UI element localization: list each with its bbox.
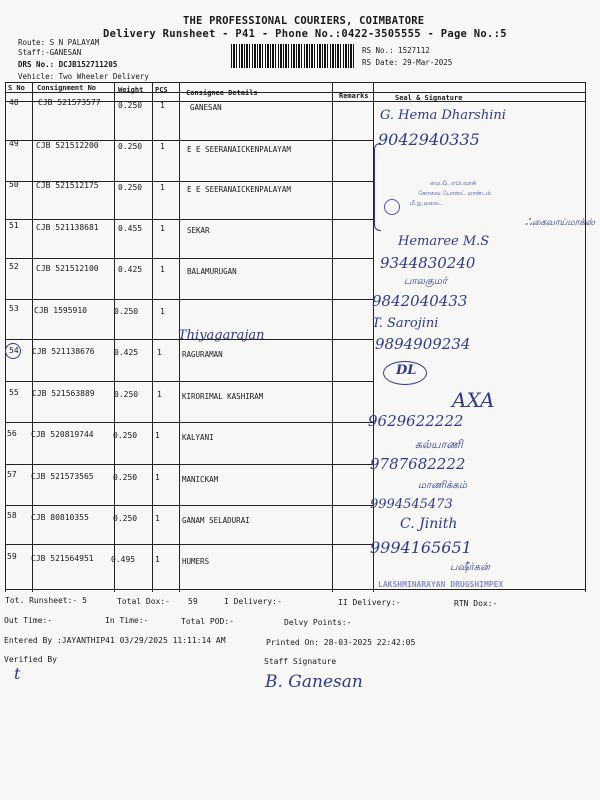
row-pcs: 1 bbox=[160, 101, 165, 110]
row-consignee: GANESAN bbox=[190, 103, 222, 112]
row-sno: 52 bbox=[9, 262, 19, 271]
row-consignment: CJB 521512175 bbox=[36, 181, 99, 190]
tot-runsheet: Tot. Runsheet:- 5 bbox=[5, 596, 87, 605]
row-consignee: SEKAR bbox=[187, 226, 210, 235]
bracket-mark bbox=[374, 143, 381, 231]
row-consignment: CJB 521564951 bbox=[31, 554, 94, 563]
entered-by: Entered By :JAYANTHIP41 03/29/2025 11:11:14 AM bbox=[4, 636, 226, 645]
row-sno: 59 bbox=[7, 552, 17, 561]
signature-56-phone: 9787682222 bbox=[370, 455, 466, 473]
row-consignee: E E SEERANAICKENPALAYAM bbox=[187, 185, 291, 194]
row-pcs: 1 bbox=[155, 473, 160, 482]
row-consignee: GANAM SELADURAI bbox=[182, 516, 250, 525]
row-consignment: CJB 521563889 bbox=[32, 389, 95, 398]
signature-58-phone: 9994165651 bbox=[370, 538, 472, 557]
row-consignment: CJB 521573577 bbox=[38, 98, 101, 107]
staff-signature: B. Ganesan bbox=[265, 672, 363, 692]
row-pcs: 1 bbox=[160, 224, 165, 233]
row-weight: 0.250 bbox=[114, 307, 139, 316]
total-pod: Total POD:- bbox=[181, 617, 234, 626]
staff-signature-label: Staff Signature bbox=[264, 657, 337, 666]
row-pcs: 1 bbox=[155, 555, 160, 564]
row-sno: 58 bbox=[7, 511, 17, 520]
row-consignee: E E SEERANAICKENPALAYAM bbox=[187, 145, 291, 154]
signature-50-mark: ஃகைவாய்மாக்ஸ் bbox=[525, 218, 595, 228]
col-weight: Weight bbox=[118, 86, 144, 94]
signature-53-name: T. Sarojini bbox=[372, 316, 439, 331]
signature-53-phone: 9894909234 bbox=[375, 335, 471, 353]
row-weight: 0.250 bbox=[118, 101, 143, 110]
row-consignment: CJB 521573565 bbox=[31, 472, 94, 481]
row-consignee: KIRORIMAL KASHIRAM bbox=[182, 392, 264, 401]
row-weight: 0.495 bbox=[111, 555, 136, 564]
runsheet-title: Delivery Runsheet - P41 - Phone No.:0422-3505555 - Page No.:5 bbox=[103, 28, 507, 40]
row-consignment: CJB 521512200 bbox=[36, 141, 99, 150]
row-weight: 0.250 bbox=[113, 473, 138, 482]
signature-52-phone: 9842040433 bbox=[372, 292, 468, 310]
col-remarks: Remarks bbox=[339, 92, 369, 100]
row-weight: 0.425 bbox=[114, 348, 139, 357]
drs-number: DRS No.: DCJB152711205 bbox=[18, 60, 118, 69]
stamp-line-2: கோவை போஸ்ட் மான்டம் bbox=[418, 190, 491, 197]
stamp-line-3: மீ.ஐ.மலை.. bbox=[410, 200, 443, 207]
row-weight: 0.250 bbox=[118, 183, 143, 192]
row-sno: 57 bbox=[7, 470, 17, 479]
route-label: Route: S N PALAYAM bbox=[18, 38, 100, 47]
row-consignment: CJB 1595910 bbox=[34, 306, 87, 315]
row-pcs: 1 bbox=[160, 142, 165, 151]
col-seal: Seal & Signature bbox=[395, 94, 463, 102]
row-consignment: CJB 520819744 bbox=[31, 430, 94, 439]
row-sno: 51 bbox=[9, 221, 19, 230]
row-sno: 50 bbox=[9, 180, 19, 189]
row-sno: 54 bbox=[9, 346, 19, 355]
verified-signature: t bbox=[14, 664, 21, 683]
signature-57-name: மாணிக்கம் bbox=[418, 480, 467, 491]
row-pcs: 1 bbox=[155, 431, 160, 440]
signature-54-mark: DL bbox=[396, 363, 417, 378]
company-title: THE PROFESSIONAL COURIERS, COIMBATORE bbox=[183, 15, 425, 27]
rs-number: RS No.: 1527112 bbox=[362, 46, 430, 55]
rtn-dox: RTN Dox:- bbox=[454, 599, 498, 608]
row-consignee: KALYANI bbox=[182, 433, 214, 442]
total-dox-count: 59 bbox=[188, 597, 198, 606]
row-pcs: 1 bbox=[157, 390, 162, 399]
stamp-line-1: மை.G. எபி.வாசி bbox=[430, 180, 477, 187]
i-delivery: I Delivery:- bbox=[224, 597, 282, 606]
row-weight: 0.250 bbox=[118, 142, 143, 151]
signature-51-phone: 9344830240 bbox=[380, 254, 476, 272]
signature-55-phone: 9629622222 bbox=[368, 412, 464, 430]
row-consignment: CJB 521512100 bbox=[36, 264, 99, 273]
row-weight: 0.455 bbox=[118, 224, 143, 233]
vehicle-label: Vehicle: Two Wheeler Delivery bbox=[18, 72, 149, 81]
signature-55: AXA bbox=[452, 388, 495, 412]
signature-59-name: பஷீர்கன் bbox=[450, 562, 490, 573]
signature-58-name: C. Jinith bbox=[400, 516, 458, 532]
signature-48-name: G. Hema Dharshini bbox=[380, 108, 506, 123]
row-pcs: 1 bbox=[160, 265, 165, 274]
seal-stamp: LAKSHMINARAYAN DRUGSHIMPEX bbox=[378, 580, 504, 589]
printed-on: Printed On: 28-03-2025 22:42:05 bbox=[266, 638, 416, 647]
total-dox-label: Total Dox:- bbox=[117, 597, 170, 606]
rs-date: RS Date: 29-Mar-2025 bbox=[362, 58, 453, 67]
row-weight: 0.425 bbox=[118, 265, 143, 274]
row-sno: 48 bbox=[9, 98, 19, 107]
delvy-points: Delvy Points:- bbox=[284, 618, 352, 627]
row-consignee: RAGURAMAN bbox=[182, 350, 223, 359]
row-sno: 55 bbox=[9, 388, 19, 397]
row-sno: 53 bbox=[9, 304, 19, 313]
in-time: In Time:- bbox=[105, 616, 149, 625]
row-consignee: MANICKAM bbox=[182, 475, 219, 484]
row-pcs: 1 bbox=[160, 307, 165, 316]
row-pcs: 1 bbox=[157, 348, 162, 357]
row-sno: 56 bbox=[7, 429, 17, 438]
consignee-53-handwritten: Thiyagarajan bbox=[178, 328, 265, 343]
col-pcs: PCS bbox=[155, 86, 168, 94]
signature-51-name: Hemaree M.S bbox=[398, 234, 490, 249]
out-time: Out Time:- bbox=[4, 616, 53, 625]
row-weight: 0.250 bbox=[113, 514, 138, 523]
row-sno: 49 bbox=[9, 139, 19, 148]
row-consignee: HUMERS bbox=[182, 557, 210, 566]
row-weight: 0.250 bbox=[114, 390, 139, 399]
row-consignment: CJB 80810355 bbox=[31, 513, 89, 522]
barcode bbox=[231, 44, 356, 68]
stamp-circle bbox=[384, 199, 400, 215]
signature-52-name: பாலகுமர் bbox=[404, 276, 448, 287]
signature-57-phone: 9994545473 bbox=[370, 497, 453, 512]
staff-label: Staff:-GANESAN bbox=[18, 48, 82, 57]
ii-delivery: II Delivery:- bbox=[338, 598, 401, 607]
signature-56-name: கல்யாணி bbox=[415, 438, 463, 451]
row-consignment: CJB 521138676 bbox=[32, 347, 95, 356]
row-weight: 0.250 bbox=[113, 431, 138, 440]
signature-48-phone: 9042940335 bbox=[378, 130, 480, 149]
col-consignment: Consignment No bbox=[37, 84, 97, 92]
row-consignee: BALAMURUGAN bbox=[187, 267, 237, 276]
row-pcs: 1 bbox=[160, 183, 165, 192]
verified-by-label: Verified By bbox=[4, 655, 57, 664]
row-pcs: 1 bbox=[155, 514, 160, 523]
row-consignment: CJB 521138681 bbox=[36, 223, 99, 232]
col-sno: S No bbox=[8, 84, 25, 92]
runsheet-table bbox=[5, 82, 586, 592]
col-consignee: Consignee Details bbox=[186, 89, 258, 97]
